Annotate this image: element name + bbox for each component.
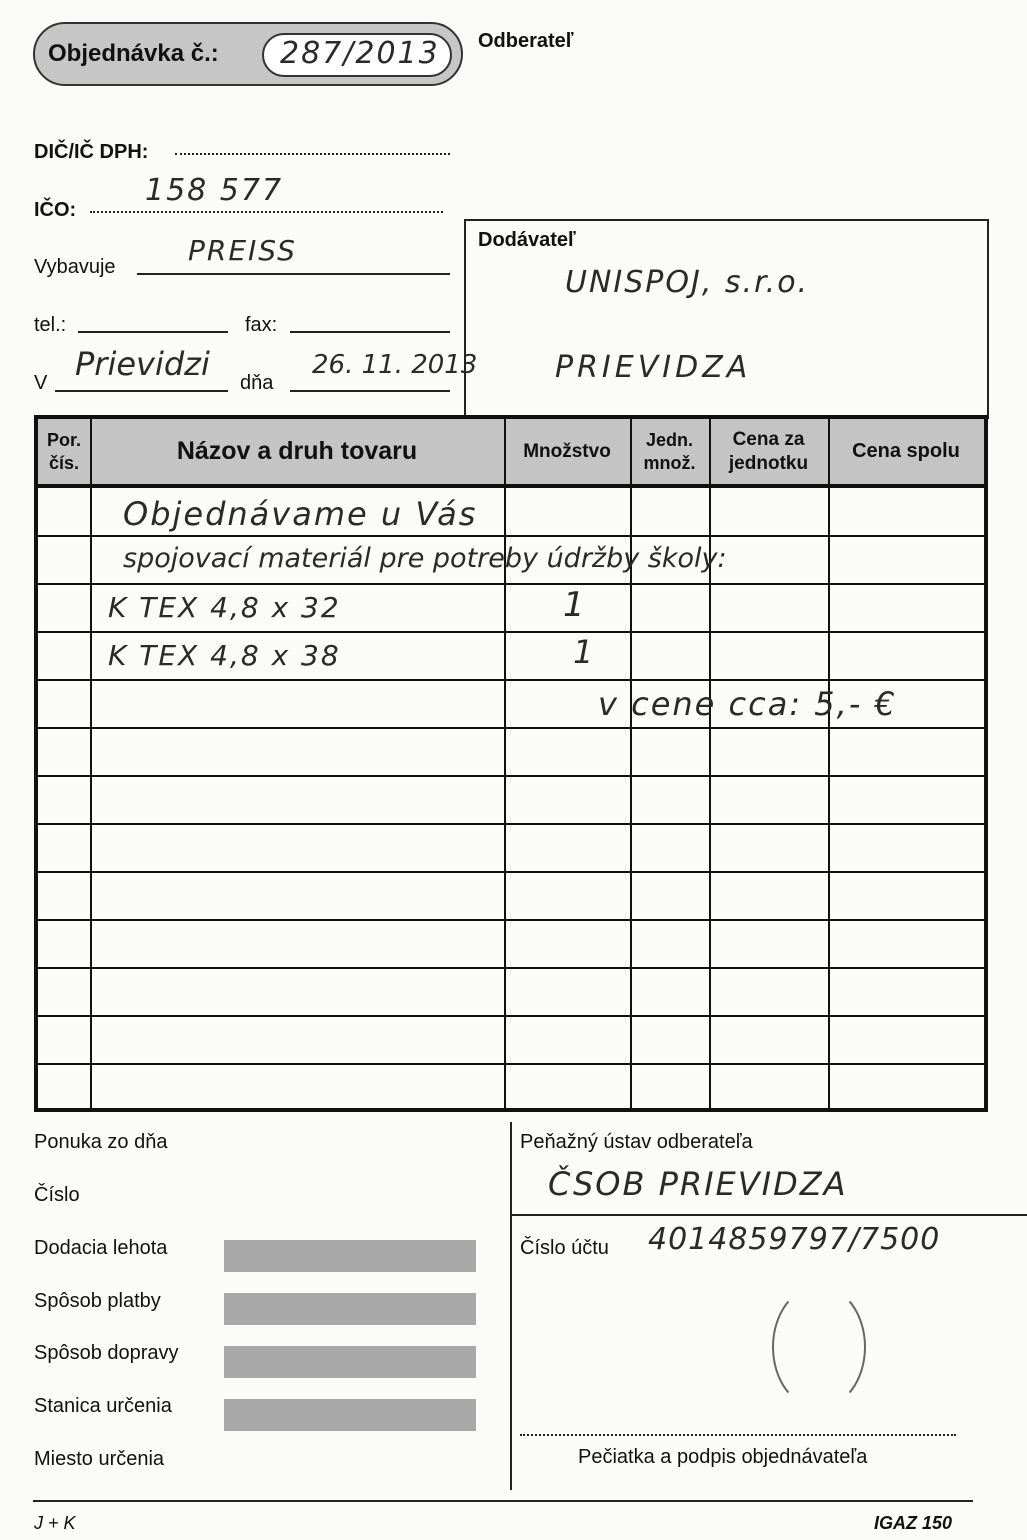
table-row-quantity: 1	[573, 633, 596, 671]
date-field	[290, 390, 450, 392]
order-number-value: 287/2013	[280, 36, 440, 71]
column-header-number	[38, 419, 90, 484]
handler-value: PREISS	[188, 234, 297, 267]
column-header-name: Názov a druh tovaru	[176, 436, 418, 465]
items-table	[34, 415, 988, 1112]
row-divider	[38, 1063, 984, 1065]
fax-field	[290, 331, 450, 333]
column-header-total: Cena spolu	[852, 440, 960, 462]
account-label: Číslo účtu	[520, 1237, 609, 1259]
payment-method-field	[224, 1293, 476, 1325]
offer-date-label: Ponuka zo dňa	[34, 1131, 168, 1153]
supplier-name: UNISPOJ, s.r.o.	[565, 265, 810, 300]
column-header-number-line1: Por.	[46, 430, 81, 450]
customer-label: Odberateľ	[478, 30, 574, 52]
row-divider	[38, 1015, 984, 1017]
bank-value: ČSOB PRIEVIDZA	[548, 1165, 848, 1203]
fax-label: fax:	[245, 314, 278, 336]
date-label: dňa	[240, 372, 274, 394]
dic-label: DIČ/IČ DPH:	[34, 141, 149, 163]
table-row-text: spojovací materiál pre potreby údržby školy:	[123, 543, 727, 574]
row-divider	[38, 631, 984, 633]
order-number-label: Objednávka č.:	[48, 40, 219, 67]
column-header-quantity: Množstvo	[523, 440, 611, 462]
table-row-quantity: 1	[563, 585, 587, 625]
table-row-text: v cene cca: 5,- €	[598, 685, 897, 723]
column-header-number-line2: čís.	[48, 452, 79, 473]
table-row-text: Objednávame u Vás	[123, 495, 478, 533]
signature-field	[520, 1434, 956, 1436]
account-value: 4014859797/7500	[648, 1222, 941, 1257]
row-divider	[38, 679, 984, 681]
row-divider	[38, 823, 984, 825]
column-header-unit	[630, 419, 709, 484]
column-header-unit-price-line2: jednotku	[728, 452, 809, 474]
row-divider	[38, 583, 984, 585]
tel-label: tel.:	[34, 314, 67, 336]
place-field	[55, 390, 228, 392]
ico-field	[90, 211, 443, 213]
footer-form-code: IGAZ 150	[874, 1513, 953, 1533]
bank-label: Peňažný ústav odberateľa	[520, 1131, 753, 1153]
destination-station-field	[224, 1399, 476, 1431]
row-divider	[38, 775, 984, 777]
destination-place-label: Miesto určenia	[34, 1448, 165, 1470]
column-divider	[630, 419, 632, 1108]
row-divider	[38, 967, 984, 969]
ico-label: IČO:	[34, 199, 77, 221]
column-header-unit-line1: Jedn.	[645, 430, 693, 450]
column-divider	[828, 419, 830, 1108]
date-value: 26. 11. 2013	[312, 350, 478, 380]
delivery-time-label: Dodacia lehota	[34, 1237, 168, 1259]
signature-mark	[772, 1285, 866, 1409]
row-divider	[38, 535, 984, 537]
place-label: V	[34, 372, 48, 394]
payment-method-label: Spôsob platby	[34, 1290, 161, 1312]
offer-number-label: Číslo	[34, 1184, 80, 1206]
transport-method-label: Spôsob dopravy	[34, 1342, 179, 1364]
footer-left-text: J + K	[34, 1513, 76, 1533]
tel-field	[78, 331, 228, 333]
destination-station-label: Stanica určenia	[34, 1395, 172, 1417]
bottom-divider	[510, 1122, 512, 1490]
row-divider	[38, 871, 984, 873]
dic-field	[175, 153, 450, 155]
transport-method-field	[224, 1346, 476, 1378]
ico-value: 158 577	[145, 173, 284, 208]
handler-label: Vybavuje	[34, 256, 116, 278]
column-divider	[504, 419, 506, 1108]
row-divider	[38, 727, 984, 729]
delivery-time-field	[224, 1240, 476, 1272]
column-header-unit-line2: množ.	[643, 452, 696, 473]
bank-divider	[510, 1214, 1027, 1216]
column-divider	[90, 419, 92, 1108]
place-value: Prievidzi	[75, 345, 210, 383]
column-divider	[709, 419, 711, 1108]
column-header-unit-price-line1: Cena za	[732, 428, 805, 450]
table-row-text: K TEX 4,8 x 38	[108, 639, 341, 672]
column-header-unit-price	[709, 419, 828, 484]
footer-divider	[33, 1500, 973, 1502]
table-row-text: K TEX 4,8 x 32	[108, 591, 341, 624]
handler-field	[137, 273, 450, 275]
supplier-label: Dodávateľ	[478, 229, 576, 251]
supplier-city: PRIEVIDZA	[555, 350, 752, 385]
stamp-signature-label: Pečiatka a podpis objednávateľa	[578, 1446, 868, 1468]
row-divider	[38, 919, 984, 921]
